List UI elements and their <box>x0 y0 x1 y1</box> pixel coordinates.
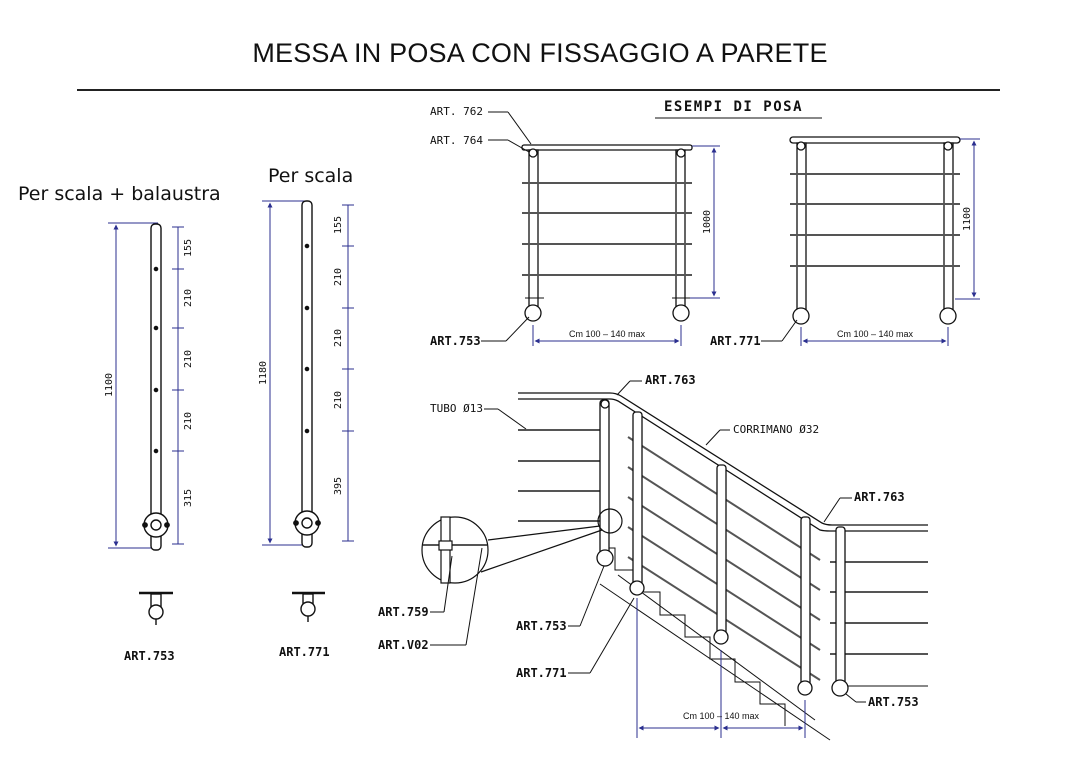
stair-art-753-right-label: ART.753 <box>868 695 919 709</box>
example-1-dimensions <box>533 146 720 346</box>
post-771-label: ART.771 <box>279 645 330 659</box>
post-771-seg-2: 210 <box>333 267 344 287</box>
stair-art-763-right-label: ART.763 <box>854 490 905 504</box>
post-771-seg-5: 395 <box>333 476 344 496</box>
examples-header-text: ESEMPI DI POSA <box>664 99 804 115</box>
examples-header <box>655 99 822 118</box>
page-title: MESSA IN POSA CON FISSAGGIO A PARETE <box>252 38 828 68</box>
post-753-tube <box>143 224 169 550</box>
stair-art-v02-label: ART.V02 <box>378 638 429 652</box>
stair-span: Cm 100 – 140 max <box>682 711 760 721</box>
post-753-bracket-icon <box>139 593 173 625</box>
example-1-height: 1000 <box>702 209 713 235</box>
stair-art-759-label: ART.759 <box>378 605 429 619</box>
example-2-span: Cm 100 – 140 max <box>836 329 914 339</box>
post-753-label: ART.753 <box>124 649 175 663</box>
post-753-seg-4: 210 <box>183 411 194 431</box>
example-balustrade-753 <box>430 105 720 348</box>
post-753-drawing <box>104 223 194 663</box>
example-art-764-label: ART. 764 <box>430 134 483 147</box>
post-771-tube <box>294 201 320 547</box>
post-771-seg-1: 155 <box>333 215 344 235</box>
post-753-seg-2: 210 <box>183 288 194 308</box>
caption-stair-balustrade: Per scala + balaustra <box>18 183 221 205</box>
stair-art-753-left-label: ART.753 <box>516 619 567 633</box>
post-753-seg-5: 315 <box>183 488 194 508</box>
example-1-span: Cm 100 – 140 max <box>568 329 646 339</box>
example-2-height: 1100 <box>962 206 973 232</box>
example-art-771-label: ART.771 <box>710 334 761 348</box>
post-771-total-dim: 1180 <box>258 360 269 386</box>
post-771-drawing <box>258 201 354 659</box>
post-771-seg-4: 210 <box>333 390 344 410</box>
example-art-762-label: ART. 762 <box>430 105 483 118</box>
example-stair-771 <box>710 137 980 348</box>
stair-art-763-top-label: ART.763 <box>645 373 696 387</box>
stair-art-771-label: ART.771 <box>516 666 567 680</box>
example-art-753-label: ART.753 <box>430 334 481 348</box>
post-753-seg-3: 210 <box>183 349 194 369</box>
stair-tube-label: TUBO Ø13 <box>430 402 483 415</box>
stair-tubes-left <box>518 430 600 521</box>
post-771-bracket-icon <box>292 593 325 622</box>
post-753-seg-1: 155 <box>183 238 194 258</box>
post-771-seg-3: 210 <box>333 328 344 348</box>
post-753-dimensions <box>108 223 184 548</box>
stair-installation <box>378 373 928 740</box>
stair-handrail-label: CORRIMANO Ø32 <box>733 423 820 436</box>
caption-stair: Per scala <box>268 165 354 187</box>
post-753-total-dim: 1100 <box>104 372 115 398</box>
